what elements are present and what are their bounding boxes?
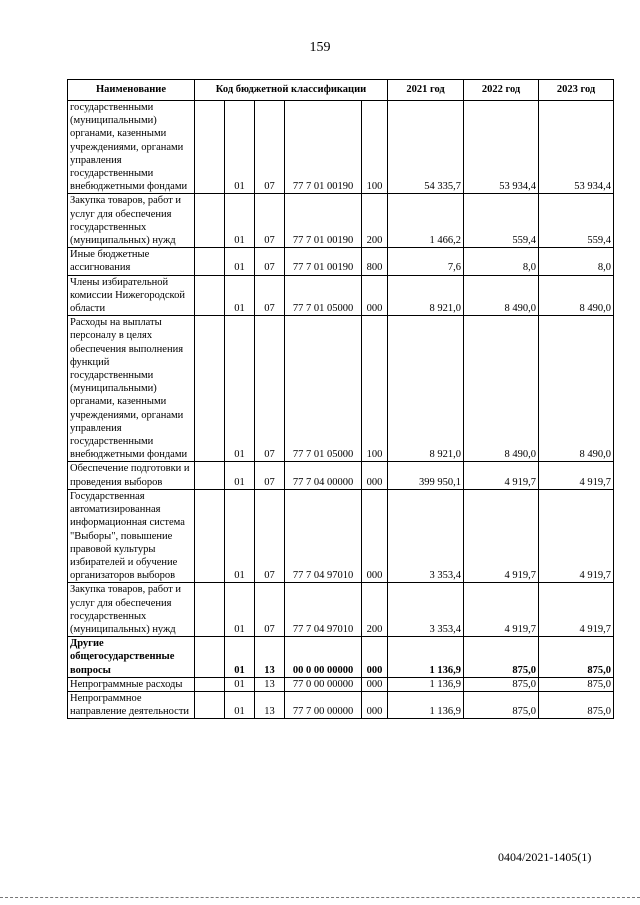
code-target-item: 77 7 01 05000 bbox=[285, 316, 362, 462]
code-part-0 bbox=[195, 489, 225, 582]
code-expense-type: 100 bbox=[362, 101, 388, 194]
table-row bbox=[68, 275, 614, 316]
table-header-row bbox=[68, 80, 614, 101]
code-section: 01 bbox=[225, 583, 255, 637]
row-name: Закупка товаров, работ и услуг для обеспечения государственных (муниципальных) нужд bbox=[68, 583, 195, 637]
code-target-item: 77 7 01 00190 bbox=[285, 194, 362, 248]
table-row bbox=[68, 248, 614, 275]
value-2022: 53 934,4 bbox=[464, 101, 539, 194]
code-expense-type: 000 bbox=[362, 637, 388, 678]
table-row bbox=[68, 101, 614, 194]
value-2021: 7,6 bbox=[388, 248, 464, 275]
code-section: 01 bbox=[225, 275, 255, 316]
budget-table bbox=[67, 79, 614, 719]
code-expense-type: 800 bbox=[362, 248, 388, 275]
code-subsection: 07 bbox=[255, 462, 285, 489]
code-section: 01 bbox=[225, 101, 255, 194]
row-name: Иные бюджетные ассигнования bbox=[68, 248, 195, 275]
value-2022: 4 919,7 bbox=[464, 583, 539, 637]
row-name: государственными (муниципальными) органами, казенными учреждениями, органами управления государственными внебюджетными фондами bbox=[68, 101, 195, 194]
value-2021: 3 353,4 bbox=[388, 583, 464, 637]
code-expense-type: 000 bbox=[362, 462, 388, 489]
code-subsection: 07 bbox=[255, 101, 285, 194]
value-2023: 559,4 bbox=[539, 194, 614, 248]
value-2023: 875,0 bbox=[539, 677, 614, 691]
code-section: 01 bbox=[225, 462, 255, 489]
table-row bbox=[68, 316, 614, 462]
code-section: 01 bbox=[225, 637, 255, 678]
code-expense-type: 200 bbox=[362, 583, 388, 637]
code-target-item: 77 0 00 00000 bbox=[285, 677, 362, 691]
row-name: Государственная автоматизированная информационная система "Выборы", повышение правовой культуры избирателей и обучение организаторов выборов bbox=[68, 489, 195, 582]
value-2023: 4 919,7 bbox=[539, 583, 614, 637]
row-name: Непрограммное направление деятельности bbox=[68, 691, 195, 718]
row-name: Члены избирательной комиссии Нижегородской области bbox=[68, 275, 195, 316]
code-section: 01 bbox=[225, 316, 255, 462]
value-2021: 399 950,1 bbox=[388, 462, 464, 489]
value-2021: 1 466,2 bbox=[388, 194, 464, 248]
code-target-item: 77 7 04 00000 bbox=[285, 462, 362, 489]
value-2022: 8 490,0 bbox=[464, 316, 539, 462]
bottom-divider bbox=[0, 897, 640, 898]
header-2023: 2023 год bbox=[539, 80, 614, 101]
code-target-item: 00 0 00 00000 bbox=[285, 637, 362, 678]
code-part-0 bbox=[195, 691, 225, 718]
table-row bbox=[68, 194, 614, 248]
code-section: 01 bbox=[225, 489, 255, 582]
value-2021: 3 353,4 bbox=[388, 489, 464, 582]
value-2023: 8 490,0 bbox=[539, 275, 614, 316]
value-2023: 8,0 bbox=[539, 248, 614, 275]
code-section: 01 bbox=[225, 194, 255, 248]
row-name: Другие общегосударственные вопросы bbox=[68, 637, 195, 678]
code-part-0 bbox=[195, 583, 225, 637]
value-2021: 8 921,0 bbox=[388, 275, 464, 316]
table-row bbox=[68, 462, 614, 489]
value-2023: 4 919,7 bbox=[539, 462, 614, 489]
table-row bbox=[68, 583, 614, 637]
document-code: 0404/2021-1405(1) bbox=[498, 850, 592, 864]
table-row bbox=[68, 637, 614, 678]
code-part-0 bbox=[195, 637, 225, 678]
value-2023: 875,0 bbox=[539, 637, 614, 678]
code-target-item: 77 7 04 97010 bbox=[285, 489, 362, 582]
value-2022: 875,0 bbox=[464, 677, 539, 691]
row-name: Расходы на выплаты персоналу в целях обеспечения выполнения функций государственными (муниципальными) органами, казенными учреждениями, органами управления государственными внебюджетными фондами bbox=[68, 316, 195, 462]
code-subsection: 07 bbox=[255, 275, 285, 316]
code-expense-type: 000 bbox=[362, 691, 388, 718]
code-part-0 bbox=[195, 275, 225, 316]
code-target-item: 77 7 01 00190 bbox=[285, 248, 362, 275]
code-part-0 bbox=[195, 101, 225, 194]
value-2022: 8,0 bbox=[464, 248, 539, 275]
code-expense-type: 100 bbox=[362, 316, 388, 462]
value-2022: 559,4 bbox=[464, 194, 539, 248]
value-2022: 875,0 bbox=[464, 691, 539, 718]
code-subsection: 13 bbox=[255, 677, 285, 691]
header-code: Код бюджетной классификации bbox=[195, 80, 388, 101]
code-part-0 bbox=[195, 194, 225, 248]
code-subsection: 07 bbox=[255, 583, 285, 637]
code-subsection: 13 bbox=[255, 637, 285, 678]
value-2021: 54 335,7 bbox=[388, 101, 464, 194]
code-expense-type: 000 bbox=[362, 275, 388, 316]
value-2023: 8 490,0 bbox=[539, 316, 614, 462]
code-subsection: 07 bbox=[255, 194, 285, 248]
code-section: 01 bbox=[225, 677, 255, 691]
code-subsection: 13 bbox=[255, 691, 285, 718]
code-target-item: 77 7 01 00190 bbox=[285, 101, 362, 194]
code-expense-type: 000 bbox=[362, 677, 388, 691]
value-2023: 875,0 bbox=[539, 691, 614, 718]
code-target-item: 77 7 00 00000 bbox=[285, 691, 362, 718]
row-name: Непрограммные расходы bbox=[68, 677, 195, 691]
value-2022: 8 490,0 bbox=[464, 275, 539, 316]
code-expense-type: 200 bbox=[362, 194, 388, 248]
value-2021: 8 921,0 bbox=[388, 316, 464, 462]
code-section: 01 bbox=[225, 248, 255, 275]
code-part-0 bbox=[195, 316, 225, 462]
value-2022: 4 919,7 bbox=[464, 462, 539, 489]
value-2022: 875,0 bbox=[464, 637, 539, 678]
value-2021: 1 136,9 bbox=[388, 691, 464, 718]
table-row bbox=[68, 677, 614, 691]
code-subsection: 07 bbox=[255, 489, 285, 582]
code-target-item: 77 7 01 05000 bbox=[285, 275, 362, 316]
code-target-item: 77 7 04 97010 bbox=[285, 583, 362, 637]
value-2021: 1 136,9 bbox=[388, 637, 464, 678]
code-section: 01 bbox=[225, 691, 255, 718]
header-2021: 2021 год bbox=[388, 80, 464, 101]
header-2022: 2022 год bbox=[464, 80, 539, 101]
code-expense-type: 000 bbox=[362, 489, 388, 582]
row-name: Закупка товаров, работ и услуг для обеспечения государственных (муниципальных) нужд bbox=[68, 194, 195, 248]
value-2023: 4 919,7 bbox=[539, 489, 614, 582]
header-name: Наименование bbox=[68, 80, 195, 101]
table-row bbox=[68, 489, 614, 582]
code-part-0 bbox=[195, 462, 225, 489]
code-subsection: 07 bbox=[255, 316, 285, 462]
page-number: 159 bbox=[309, 40, 331, 55]
code-part-0 bbox=[195, 248, 225, 275]
table-row bbox=[68, 691, 614, 718]
value-2023: 53 934,4 bbox=[539, 101, 614, 194]
row-name: Обеспечение подготовки и проведения выборов bbox=[68, 462, 195, 489]
code-part-0 bbox=[195, 677, 225, 691]
value-2021: 1 136,9 bbox=[388, 677, 464, 691]
code-subsection: 07 bbox=[255, 248, 285, 275]
value-2022: 4 919,7 bbox=[464, 489, 539, 582]
